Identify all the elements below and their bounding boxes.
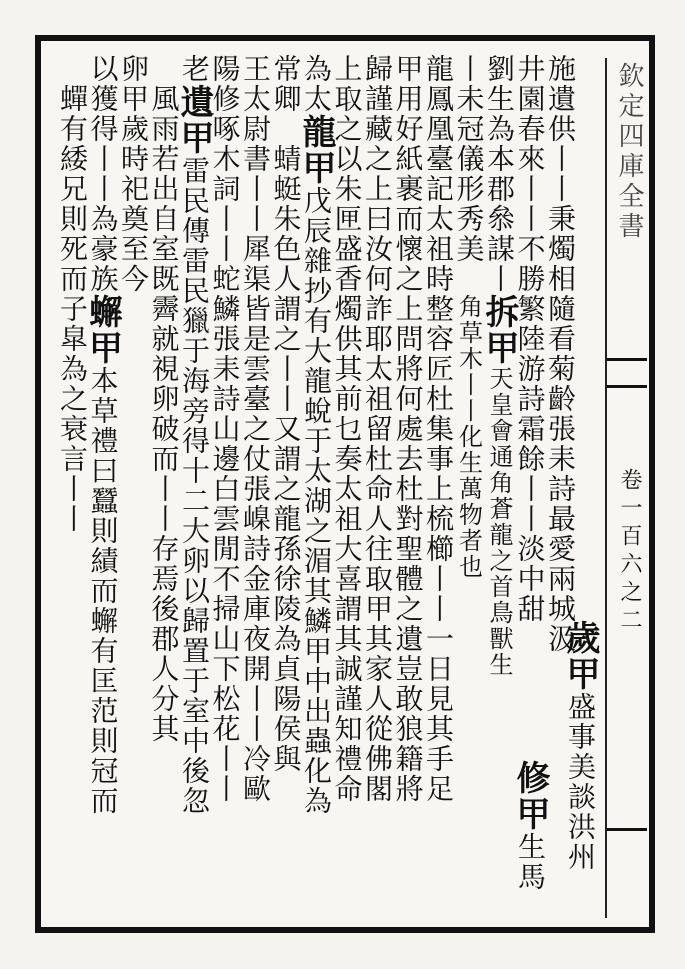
text-segment: 歸謹藏之上曰汝何詐耶太祖留杜命人往取甲其家人從佛閣 [361, 54, 394, 804]
text-segment: 陽修啄木詞丨丨蛇鱗張耒詩山邊白雲閒不掃山下松花丨丨 [208, 54, 242, 804]
entry-heading: 蠏甲 [82, 294, 123, 366]
text-segment: 風雨若出自室既霽就視卵破而丨丨存焉後郡人分其 [147, 84, 181, 744]
text-segment: 丨未冠儀形秀美 [452, 54, 486, 264]
entry-heading: 歲甲 [560, 620, 600, 692]
text-segment: 蜻蜓朱色人謂之丨丨又謂之龍孫徐陵為貞陽侯與 [269, 144, 303, 774]
volume-label: 卷一百六之二 [617, 468, 642, 636]
text-segment: 卵甲歲時祀奠至今 [117, 54, 150, 294]
fish-tail-mark [607, 358, 647, 388]
text-segment: 戊辰雜抄有大龍蛻于太湖之湄其鱗甲中出蟲化為 [300, 186, 333, 816]
text-segment: 王太尉書丨丨犀渠皆是雲臺之仗張嵲詩金庫夜開丨丨冷歐 [239, 54, 272, 804]
lower-mark [607, 828, 647, 842]
text-segment [52, 54, 92, 84]
text-segment: 以獲得丨丨為豪族 [86, 54, 120, 294]
text-segment: 蟬有緌兄則死而子皐為之衰言丨丨 [56, 84, 89, 534]
text-segment: 為太 [300, 54, 333, 114]
text-segment: 生馬 [514, 832, 547, 892]
entry-heading: 龍甲 [296, 114, 336, 186]
text-segment: 本草禮曰蠶則績而蠏有匡范則冠而 [86, 366, 120, 816]
book-title: 欽定四庫全書 [614, 62, 644, 242]
text-segment: 雷民傳雷民獵于海旁得十二大卵以歸置于室中後忽 [178, 156, 211, 816]
text-column [52, 54, 92, 912]
text-segment: 甲用好紙裹而懷之上問將何處去杜對聖體之遺豈敢狼籍將 [391, 54, 425, 804]
text-segment: 天皇會通角蒼龍之首鳥獸生 [485, 366, 513, 678]
entry-heading: 修甲 [510, 760, 550, 832]
text-segment: 老 [178, 54, 211, 84]
side-entry-column [510, 760, 550, 892]
text-segment: 劉生為本郡叅謀丨 [483, 54, 516, 294]
entry-heading: 遺甲 [174, 84, 214, 156]
text-segment: 上取之以朱匣盛香燭供其前乜奏太祖大喜謂其誠謹知禮命 [330, 54, 364, 804]
text-segment: 角草木丨丨化生萬物者也 [454, 294, 483, 580]
text-segment: 井園春來丨丨不勝繁陸游詩霜餘丨丨淡中甜 [513, 54, 547, 624]
side-entry-column [560, 620, 600, 872]
text-segment: 龍鳳凰臺記太祖時整容匠杜集事上梳櫛丨丨一日見其手足 [422, 54, 455, 804]
text-segment: 常卿 [269, 54, 303, 114]
text-segment: 盛事美談洪州 [564, 692, 597, 872]
text-segment: 施遺供丨丨秉燭相隨看菊齡張耒詩最愛兩城汲 [544, 54, 577, 654]
entry-heading: 拆甲 [479, 294, 519, 366]
margin-strip [605, 58, 647, 918]
